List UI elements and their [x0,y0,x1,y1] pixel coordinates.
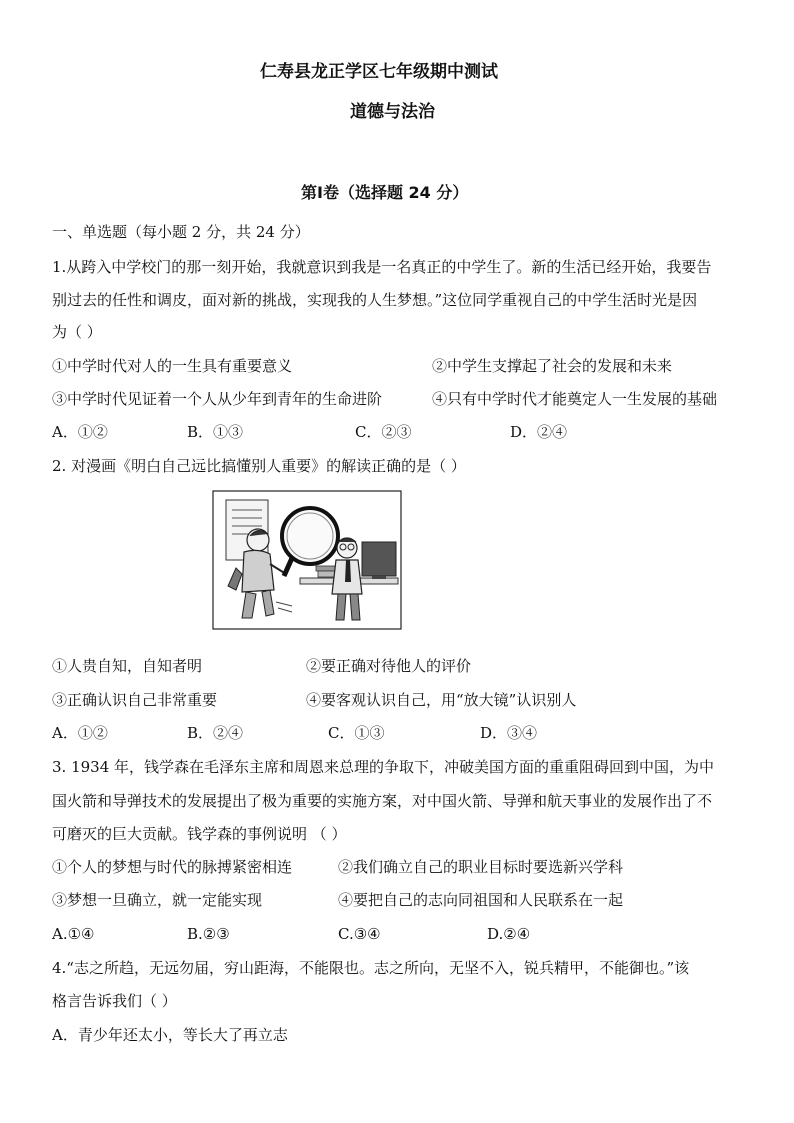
q2-stem-line1: 2. 对漫画《明白自己远比搞懂别人重要》的解读正确的是（ ） [52,457,466,475]
q1-option-a[interactable]: A．①② [52,423,108,441]
part-heading: 一、单选题（每小题 2 分，共 24 分） [52,223,310,241]
q2-option-a[interactable]: A．①② [52,724,108,742]
q2-statement-1: ①人贵自知，自知者明 [52,657,203,675]
q1-option-c[interactable]: C．②③ [355,423,412,441]
q1-statement-2: ②中学生支撑起了社会的发展和未来 [432,357,673,375]
q3-statement-1: ①个人的梦想与时代的脉搏紧密相连 [52,858,293,876]
q4-stem-line1: 4.“志之所趋，无远勿届，穷山距海，不能限也。志之所向，无坚不入，锐兵精甲，不能御也。”该 [52,959,690,977]
q3-option-a[interactable]: A.①④ [52,925,95,943]
q1-statement-4: ④只有中学时代才能奠定人一生发展的基础 [432,390,718,408]
q4-stem-line2: 格言告诉我们（ ） [52,992,177,1010]
q2-statement-3: ③正确认识自己非常重要 [52,691,218,709]
q2-statement-4: ④要客观认识自己，用“放大镜”认识别人 [306,691,577,709]
q4-option-a[interactable]: A．青少年还太小，等长大了再立志 [52,1026,288,1044]
q3-option-d[interactable]: D.②④ [487,925,531,943]
q3-statement-2: ②我们确立自己的职业目标时要选新兴学科 [338,858,624,876]
q3-stem-line2: 国火箭和导弹技术的发展提出了极为重要的实施方案，对中国火箭、导弹和航天事业的发展作出了不 [52,792,713,810]
q2-statement-2: ②要正确对待他人的评价 [306,657,472,675]
section-title: 第Ⅰ卷（选择题 24 分） [301,183,469,202]
q3-option-b[interactable]: B.②③ [187,925,230,943]
q2-option-d[interactable]: D．③④ [480,724,538,742]
q1-stem-line1: 1.从跨入中学校门的那一刻开始，我就意识到我是一名真正的中学生了。新的生活已经开始，我要告 [52,258,712,276]
q1-option-b[interactable]: B．①③ [187,423,244,441]
subject-title: 道德与法治 [350,102,435,122]
q3-statement-4: ④要把自己的志向同祖国和人民联系在一起 [338,891,624,909]
q3-stem-line1: 3. 1934 年，钱学森在毛泽东主席和周恩来总理的争取下，冲破美国方面的重重阻碍回到中国，为中 [52,758,715,776]
q1-statement-3: ③中学时代见证着一个人从少年到青年的生命进阶 [52,390,383,408]
q2-option-b[interactable]: B．②④ [187,724,244,742]
q1-stem-line2: 别过去的任性和调皮，面对新的挑战，实现我的人生梦想。”这位同学重视自己的中学生活时光是因 [52,291,698,309]
cartoon-magnifier-image [212,490,402,630]
q1-statement-1: ①中学时代对人的一生具有重要意义 [52,357,293,375]
q1-option-d[interactable]: D．②④ [510,423,568,441]
q3-statement-3: ③梦想一旦确立，就一定能实现 [52,891,263,909]
q1-stem-line3: 为（ ） [52,323,102,341]
q3-option-c[interactable]: C.③④ [338,925,381,943]
q3-stem-line3: 可磨灭的巨大贡献。钱学森的事例说明 （ ） [52,825,347,843]
exam-title: 仁寿县龙正学区七年级期中测试 [260,62,498,82]
q2-option-c[interactable]: C．①③ [328,724,385,742]
